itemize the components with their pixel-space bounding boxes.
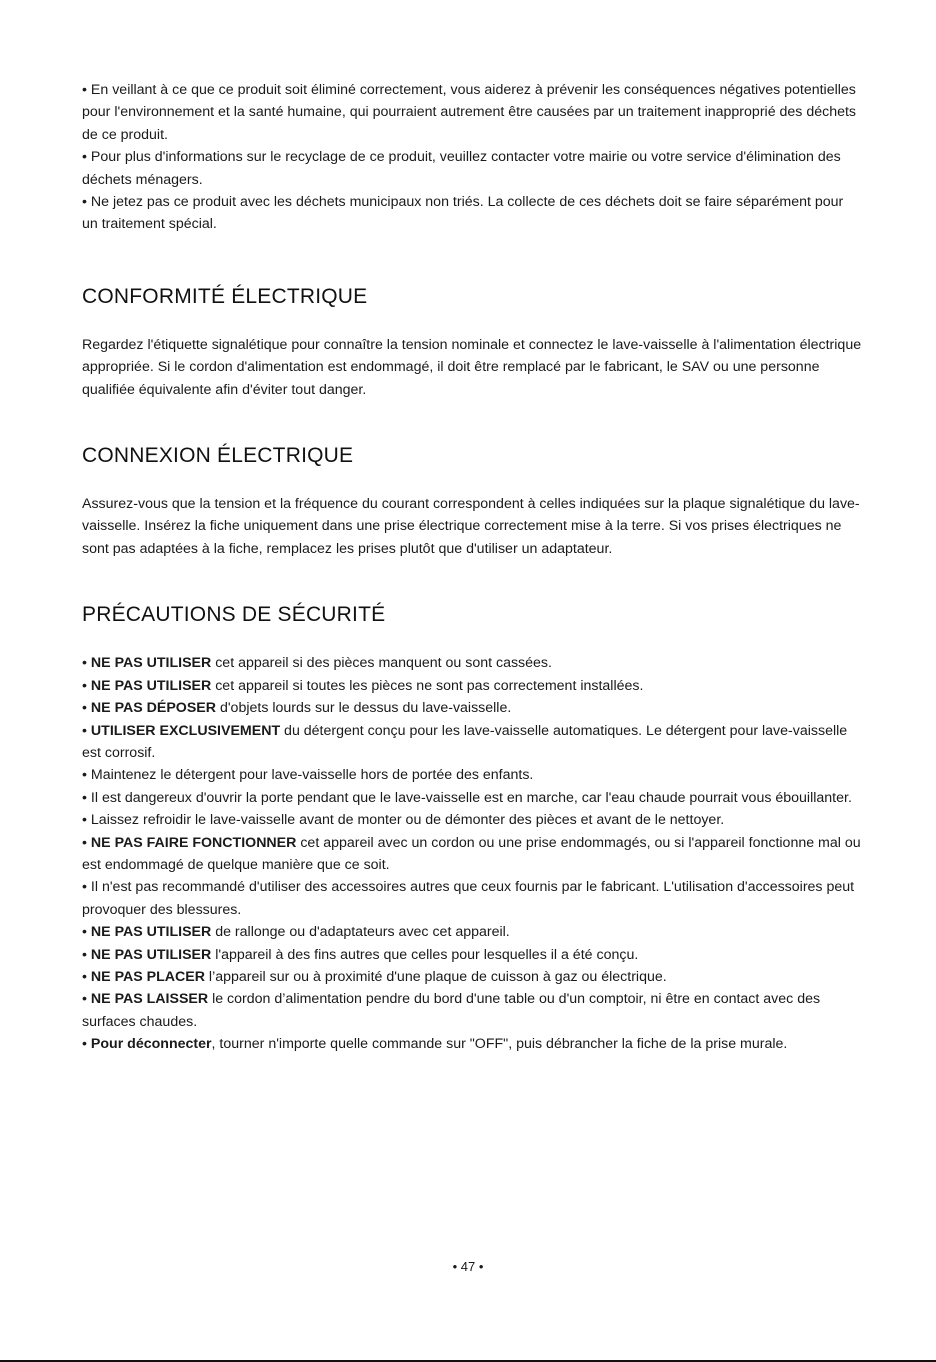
list-item: • Il n'est pas recommandé d'utiliser des accessoires autres que ceux fournis par le fabricant. L'utilisation d'accessoires peut provoquer des blessures. [82,879,855,918]
list-item-emphasis: NE PAS DÉPOSER [90,700,217,717]
list-item-emphasis: NE PAS UTILISER [90,946,212,963]
list-item: • NE PAS UTILISER de rallonge ou d'adaptateurs avec cet appareil. [82,924,510,941]
list-item-emphasis: NE PAS UTILISER [90,655,212,672]
list-item-text: , tourner n'importe quelle commande sur "OFF", puis débrancher la fiche de la prise murale. [211,1036,788,1053]
list-item-text: Laissez refroidir le lave-vaisselle avant de monter ou de démonter des pièces et avant de le nettoyer. [90,812,725,829]
list-item: • NE PAS PLACER l’appareil sur ou à proximité d'une plaque de cuisson à gaz ou électrique. [82,968,667,985]
document-page [82,79,862,1056]
section-paragraph-connexion: Assurez-vous que la tension et la fréquence du courant correspondent à celles indiquées sur la plaque signalétique du lave-vaisselle. Insérez la fiche uniquement dans une prise électrique correctement mise à la terre. Si vos prises électriques ne sont pas adaptées à la fiche, remplacez les prises plutôt que d'utiliser un adaptateur. [82,496,860,557]
list-item: • Maintenez le détergent pour lave-vaisselle hors de portée des enfants. [82,767,534,784]
list-item-emphasis: Pour déconnecter [90,1036,212,1053]
list-item: • NE PAS FAIRE FONCTIONNER cet appareil avec un cordon ou une prise endommagés, ou si l'appareil fonctionne mal ou est endommagé de quelque manière que ce soit. [82,834,861,873]
page-number: • 47 • [452,1259,484,1274]
list-item: • NE PAS LAISSER le cordon d’alimentation pendre du bord d'une table ou d'un comptoir, ni être en contact avec des surfaces chaudes. [82,991,821,1030]
list-item-emphasis: NE PAS FAIRE FONCTIONNER [90,834,297,851]
intro-block [82,79,862,236]
list-item-text: l’appareil sur ou à proximité d'une plaque de cuisson à gaz ou électrique. [204,968,667,985]
list-item-text: l'appareil à des fins autres que celles pour lesquelles il a été conçu. [211,946,639,963]
list-item: • Pour déconnecter, tourner n'importe quelle commande sur "OFF", puis débrancher la fiche de la prise murale. [82,1036,788,1053]
list-item: • Il est dangereux d'ouvrir la porte pendant que le lave-vaisselle est en marche, car l'eau chaude pourrait vous ébouillanter. [82,789,852,806]
precautions-list [82,652,862,1055]
list-item: • NE PAS UTILISER cet appareil si toutes les pièces ne sont pas correctement installées. [82,677,644,694]
list-item-emphasis: UTILISER EXCLUSIVEMENT [90,722,281,739]
list-item-text: Il est dangereux d'ouvrir la porte pendant que le lave-vaisselle est en marche, car l'eau chaude pourrait vous ébouillanter. [90,789,852,806]
list-item: • NE PAS UTILISER cet appareil si des pièces manquent ou sont cassées. [82,655,552,672]
list-item-text: cet appareil si des pièces manquent ou sont cassées. [211,655,552,672]
list-item-emphasis: NE PAS PLACER [90,968,205,985]
list-item: • NE PAS UTILISER l'appareil à des fins autres que celles pour lesquelles il a été conçu. [82,946,639,963]
list-item-text: le cordon d’alimentation pendre du bord d'une table ou d'un comptoir, ni être en contact avec des surfaces chaudes. [82,991,821,1030]
list-item-text: du détergent conçu pour les lave-vaisselle automatiques. Le détergent pour lave-vaisselle est corrosif. [82,722,848,761]
section-heading-connexion: CONNEXION ÉLECTRIQUE [82,444,354,468]
list-item: • NE PAS DÉPOSER d'objets lourds sur le dessus du lave-vaisselle. [82,700,512,717]
list-item-text: d'objets lourds sur le dessus du lave-vaisselle. [216,700,512,717]
intro-paragraph: • Pour plus d'informations sur le recyclage de ce produit, veuillez contacter votre mairie ou votre service d'élimination des déchets ménagers. [82,149,841,188]
section-heading-conformite: CONFORMITÉ ÉLECTRIQUE [82,284,368,308]
list-item-text: cet appareil si toutes les pièces ne sont pas correctement installées. [211,677,644,694]
section-heading-precautions: PRÉCAUTIONS DE SÉCURITÉ [82,603,386,627]
list-item: • UTILISER EXCLUSIVEMENT du détergent conçu pour les lave-vaisselle automatiques. Le détergent pour lave-vaisselle est corrosif. [82,722,848,761]
list-item-emphasis: NE PAS LAISSER [90,991,209,1008]
list-item-text: de rallonge ou d'adaptateurs avec cet appareil. [211,924,510,941]
list-item-emphasis: NE PAS UTILISER [90,924,212,941]
section-paragraph-conformite: Regardez l'étiquette signalétique pour connaître la tension nominale et connectez le lave-vaisselle à l'alimentation électrique appropriée. Si le cordon d'alimentation est endommagé, il doit être remplacé par le fabricant, le SAV ou une personne qualifiée équivalente afin d'éviter tout danger. [82,336,862,398]
list-item-text: Maintenez le détergent pour lave-vaisselle hors de portée des enfants. [90,767,534,784]
intro-paragraph: • En veillant à ce que ce produit soit éliminé correctement, vous aiderez à prévenir les conséquences négatives potentielles pour l'environnement et la santé humaine, qui pourraient autrement être causées par un traitement inapproprié des déchets de ce produit. [82,82,857,143]
list-item-text: Il n'est pas recommandé d'utiliser des accessoires autres que ceux fournis par le fabricant. L'utilisation d'accessoires peut provoquer des blessures. [82,879,855,918]
intro-paragraph: • Ne jetez pas ce produit avec les déchets municipaux non triés. La collecte de ces déchets doit se faire séparément pour un traitement spécial. [82,194,844,233]
list-item: • Laissez refroidir le lave-vaisselle avant de monter ou de démonter des pièces et avant de le nettoyer. [82,812,725,829]
list-item-emphasis: NE PAS UTILISER [90,677,212,694]
list-item-text: cet appareil avec un cordon ou une prise endommagés, ou si l'appareil fonctionne mal ou est endommagé de quelque manière que ce soit. [82,834,861,873]
